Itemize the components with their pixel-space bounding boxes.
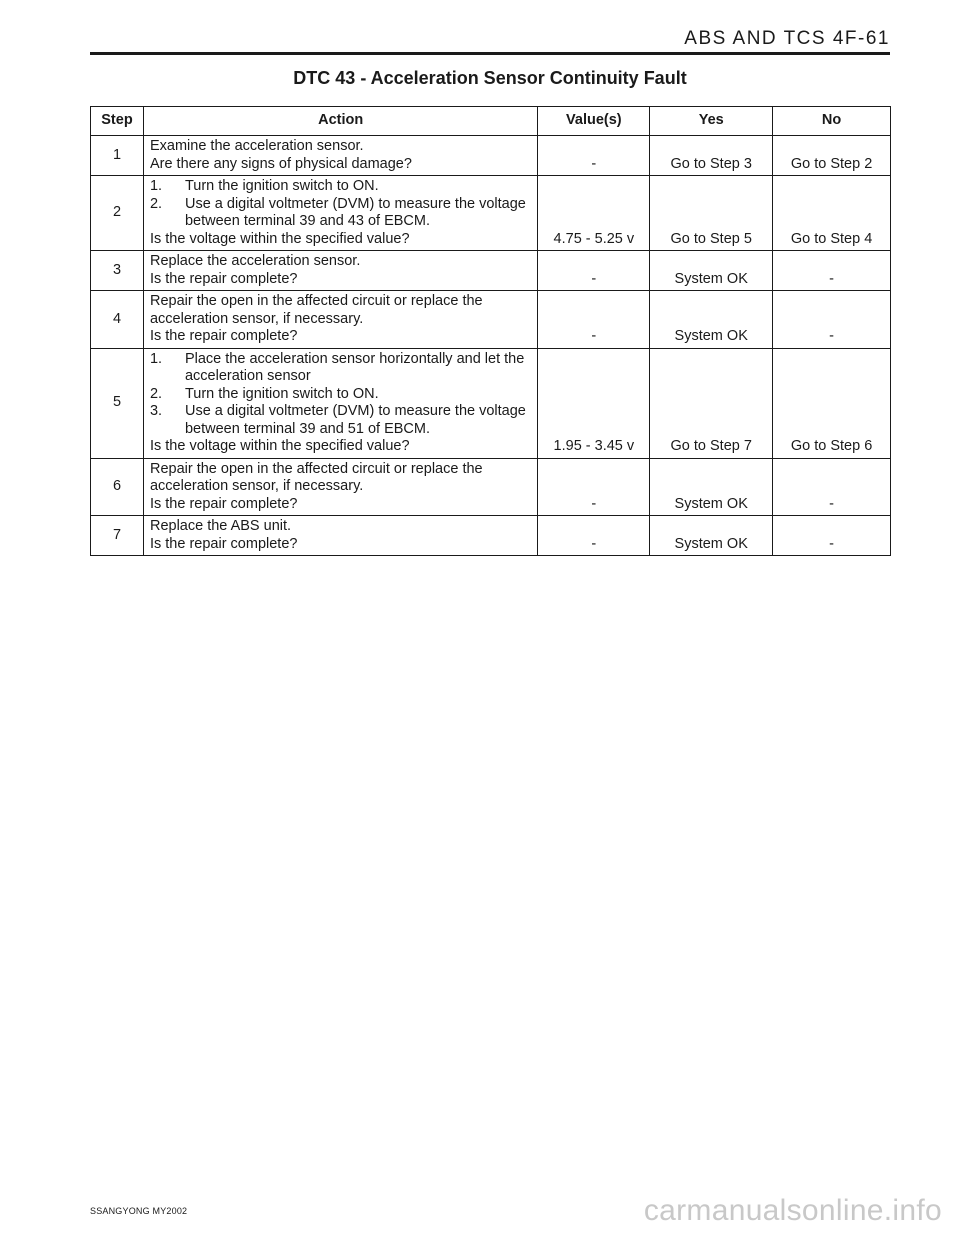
header-rule: [90, 52, 890, 55]
action-text-line: Is the voltage within the specified value?: [149, 438, 410, 454]
table-row: [91, 516, 891, 556]
action-text-line: Are there any signs of physical damage?: [149, 155, 412, 172]
column-header-step: Step: [91, 107, 144, 136]
table-body: [91, 136, 891, 556]
action-step-item: [150, 196, 531, 231]
action-text-line: Is the voltage within the specified value?: [149, 230, 410, 247]
action-step-item: [150, 178, 531, 196]
step-cell: 1: [91, 136, 144, 176]
no-cell: -: [773, 458, 891, 516]
action-step-item: [150, 403, 531, 438]
action-cell: [143, 251, 537, 291]
action-step-item: [150, 386, 531, 404]
no-cell: Go to Step 4: [773, 176, 891, 251]
action-step-text: Place the acceleration sensor horizontally and let the acceleration sensor: [184, 350, 525, 384]
action-text-line: Replace the acceleration sensor.: [149, 253, 361, 269]
no-cell: Go to Step 6: [773, 348, 891, 458]
action-text-line: Repair the open in the affected circuit or replace the acceleration sensor, if necessary.: [149, 460, 483, 494]
value-cell: -: [538, 291, 650, 349]
watermark: carmanualsonline.info: [643, 1194, 942, 1227]
yes-cell: System OK: [650, 291, 773, 349]
yes-cell: System OK: [650, 516, 773, 556]
action-cell: [143, 176, 537, 251]
yes-cell: Go to Step 7: [650, 348, 773, 458]
action-cell: [143, 291, 537, 349]
yes-cell: Go to Step 3: [650, 136, 773, 176]
no-cell: -: [773, 291, 891, 349]
column-header-values: Value(s): [538, 107, 650, 136]
action-step-number: 2.: [149, 385, 163, 402]
no-cell: Go to Step 2: [773, 136, 891, 176]
action-step-number: 1.: [149, 350, 163, 367]
action-step-item: [150, 351, 531, 386]
column-header-no: No: [773, 107, 891, 136]
value-cell: -: [538, 458, 650, 516]
action-text-line: Is the repair complete?: [149, 535, 298, 552]
action-cell: [143, 136, 537, 176]
table-row: [91, 458, 891, 516]
no-cell: -: [773, 516, 891, 556]
action-step-number: 2.: [149, 195, 163, 212]
action-text-line: Repair the open in the affected circuit or replace the acceleration sensor, if necessary.: [149, 293, 483, 327]
value-cell: -: [538, 516, 650, 556]
yes-cell: Go to Step 5: [650, 176, 773, 251]
action-text-line: Examine the acceleration sensor.: [149, 138, 364, 154]
no-cell: -: [773, 251, 891, 291]
action-text-line: Is the repair complete?: [149, 328, 298, 344]
value-cell: -: [538, 136, 650, 176]
table-row: [91, 348, 891, 458]
action-step-number: 1.: [149, 178, 163, 194]
footer-model-label: SSANGYONG MY2002: [90, 1206, 188, 1216]
value-cell: -: [538, 251, 650, 291]
action-step-number: 3.: [149, 403, 163, 419]
document-title: DTC 43 - Acceleration Sensor Continuity Fault: [293, 68, 687, 88]
value-cell: 4.75 - 5.25 v: [538, 176, 650, 251]
table-row: [91, 251, 891, 291]
column-header-yes: Yes: [650, 107, 773, 136]
action-step-text: Turn the ignition switch to ON.: [184, 385, 379, 402]
step-cell: 2: [91, 176, 144, 251]
page-header-title: ABS AND TCS 4F-61: [684, 28, 890, 49]
step-cell: 6: [91, 458, 144, 516]
column-header-action: Action: [143, 107, 537, 136]
table-row: [91, 291, 891, 349]
step-cell: 5: [91, 348, 144, 458]
step-cell: 7: [91, 516, 144, 556]
action-cell: [143, 516, 537, 556]
table-header-row: [91, 107, 891, 136]
step-cell: 4: [91, 291, 144, 349]
value-cell: 1.95 - 3.45 v: [538, 348, 650, 458]
table-row: [91, 136, 891, 176]
yes-cell: System OK: [650, 251, 773, 291]
action-text-line: Is the repair complete?: [149, 495, 298, 512]
action-text-line: Is the repair complete?: [149, 270, 298, 287]
action-cell: [143, 458, 537, 516]
step-cell: 3: [91, 251, 144, 291]
diagnostic-table: [90, 106, 891, 556]
action-cell: [143, 348, 537, 458]
table-row: [91, 176, 891, 251]
action-step-text: Use a digital voltmeter (DVM) to measure the voltage between terminal 39 and 51 of EBCM.: [184, 403, 526, 437]
yes-cell: System OK: [650, 458, 773, 516]
action-step-text: Turn the ignition switch to ON.: [184, 178, 379, 194]
action-text-line: Replace the ABS unit.: [149, 518, 292, 534]
action-step-text: Use a digital voltmeter (DVM) to measure the voltage between terminal 39 and 43 of EBCM.: [184, 195, 526, 229]
